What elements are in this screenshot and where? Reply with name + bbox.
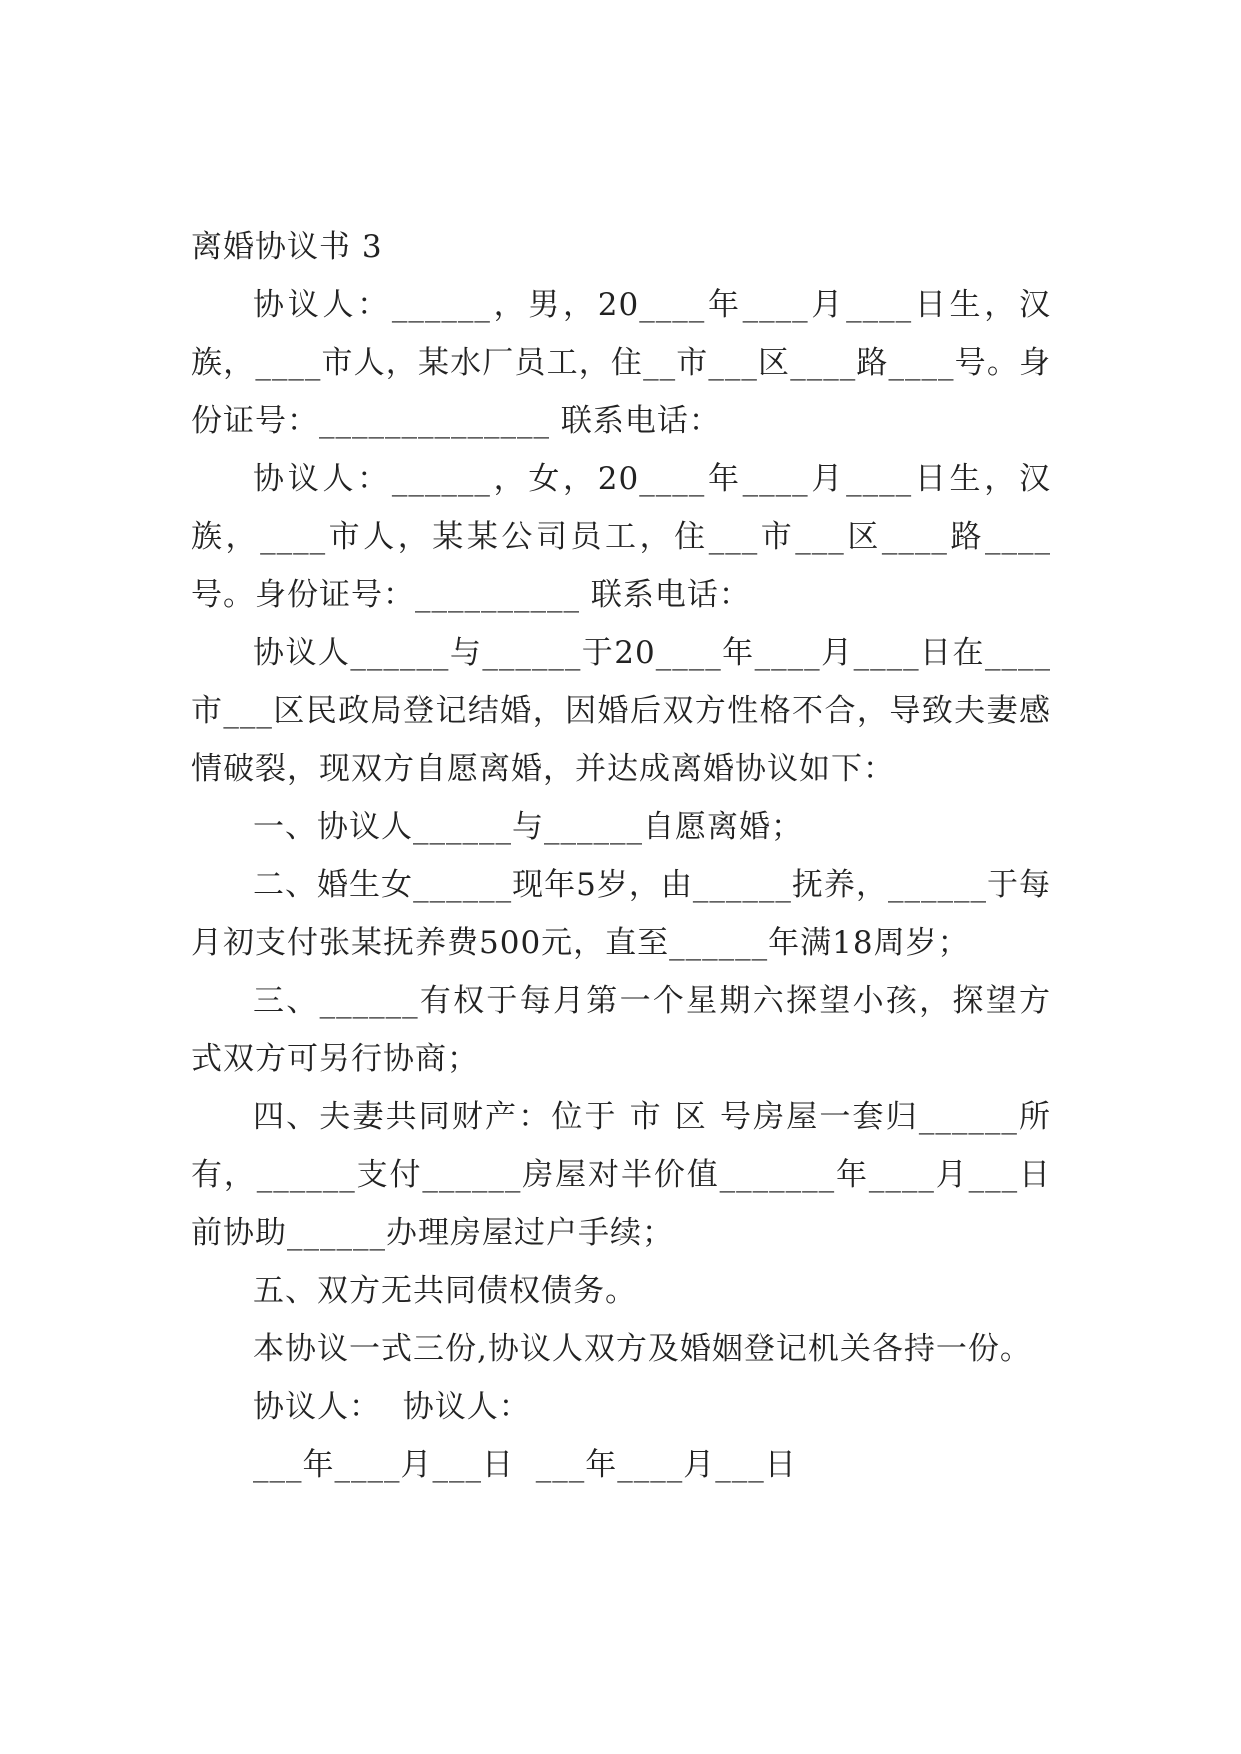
paragraph-male-party: 协议人：______，男，20____年____月____日生，汉族，____市人，某水厂员工，住__市___区____路____号。身份证号：______________ 联系电话： [191,287,1051,439]
clause-3-visitation: 三、______有权于每月第一个星期六探望小孩，探望方式双方可另行协商； [191,983,1051,1077]
clause-5-debts: 五、双方无共同债权债务。 [253,1273,637,1309]
paragraph-female-party: 协议人：______，女，20____年____月____日生，汉族，____市人，某某公司员工，住___市___区____路____号。身份证号：__________ 联系电话： [191,461,1051,613]
paragraph-marriage-background: 协议人______与______于20____年____月____日在____市___区民政局登记结婚，因婚后双方性格不合，导致夫妻感情破裂，现双方自愿离婚，并达成离婚协议如下： [191,635,1051,787]
clause-1-divorce: 一、协议人______与______自愿离婚； [253,809,803,845]
document-body [191,218,1051,1494]
document-title: 离婚协议书 3 [191,229,383,265]
clause-2-child-custody: 二、婚生女______现年5岁，由______抚养，______于每月初支付张某抚养费500元，直至______年满18周岁； [191,867,1051,961]
closing-statement: 本协议一式三份,协议人双方及婚姻登记机关各持一份。 [253,1331,1032,1367]
clause-4-property: 四、夫妻共同财产：位于 市 区 号房屋一套归______所有，______支付______房屋对半价值_______年____月___日前协助______办理房屋过户手续； [191,1099,1051,1251]
date-line: ___年____月___日 ___年____月___日 [253,1447,797,1483]
signature-line: 协议人： 协议人： [253,1389,531,1425]
